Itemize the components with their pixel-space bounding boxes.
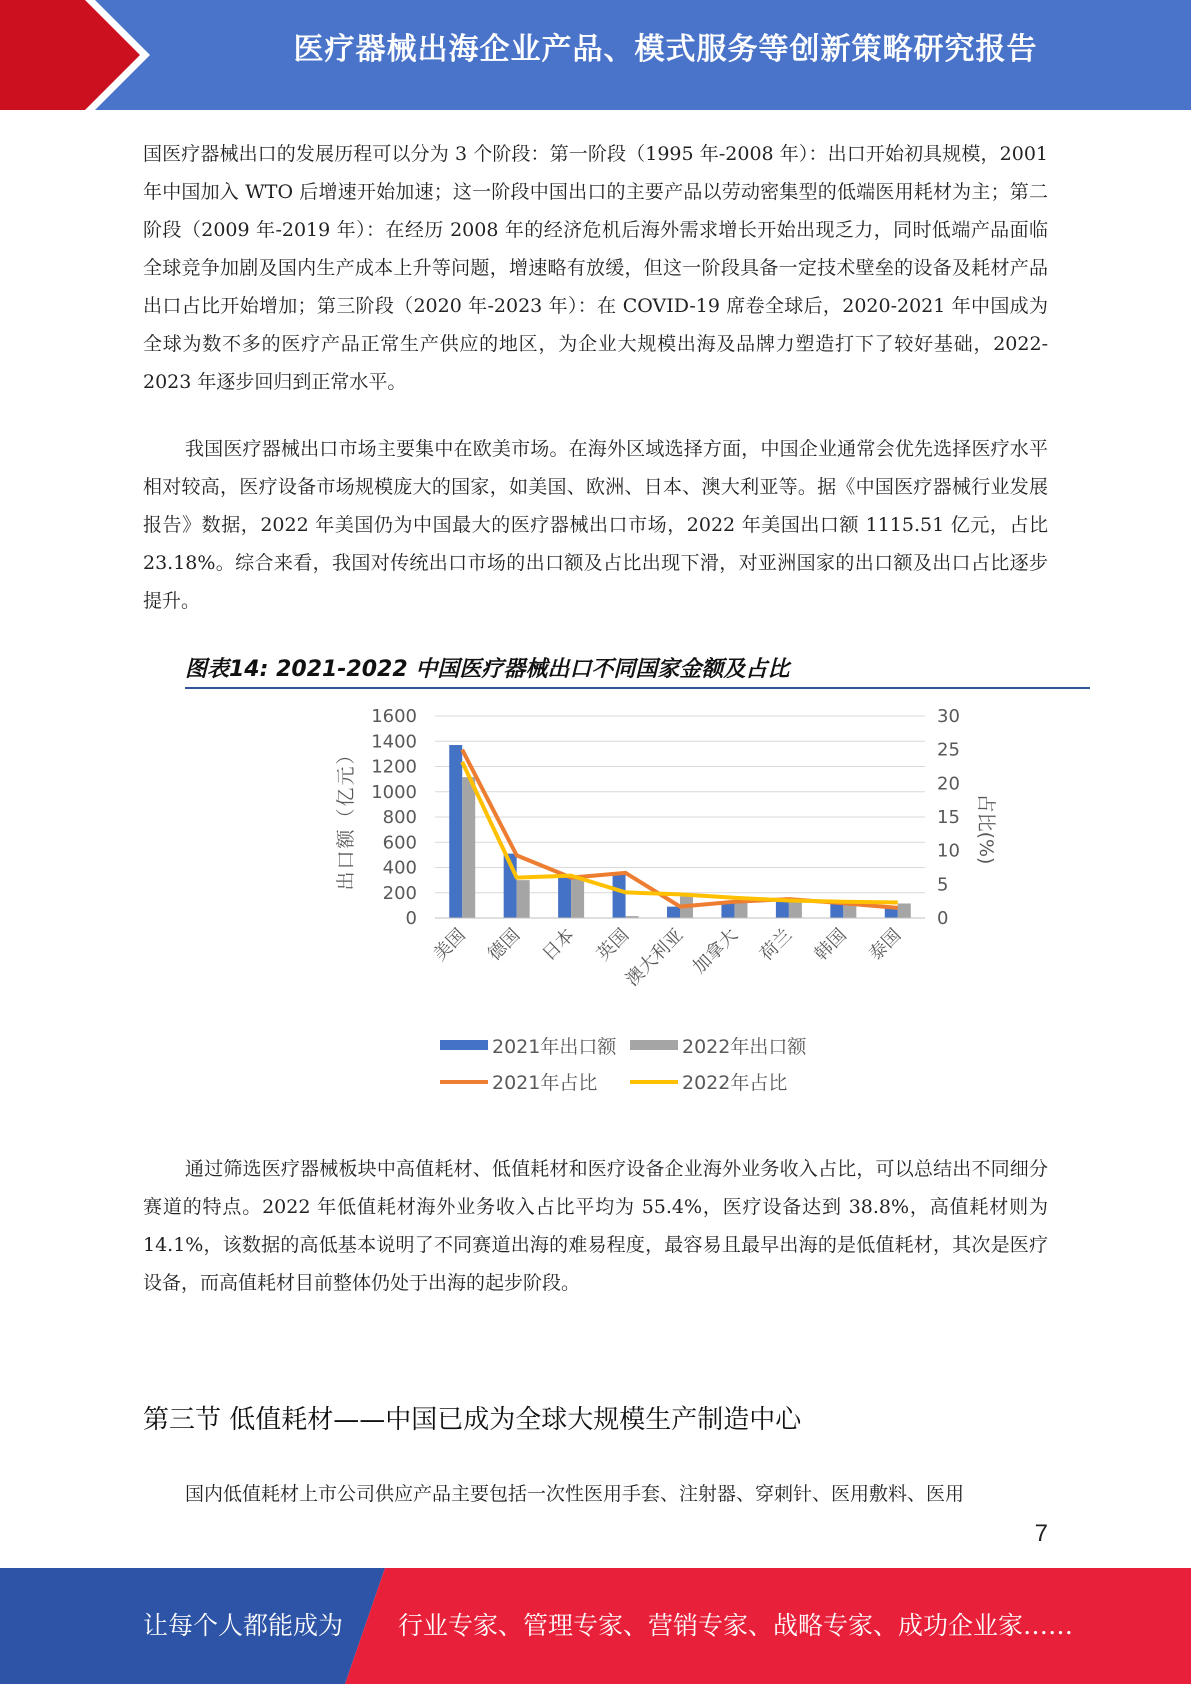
y2-axis-title: 占比(%) [975,793,997,865]
y-tick-label: 600 [382,832,417,854]
header-arrow-decoration [0,0,180,110]
report-title: 医疗器械出海企业产品、模式服务等创新策略研究报告 [293,32,1038,67]
y2-tick-label: 30 [937,706,960,727]
page-header [0,0,1191,110]
x-tick-label: 泰国 [865,924,906,965]
x-tick-label: 澳大利亚 [621,924,688,991]
export-chart [330,694,1030,1114]
bar-2021 [449,745,462,918]
bar-2021 [776,900,789,918]
paragraph-segments: 通过筛选医疗器械板块中高值耗材、低值耗材和医疗设备企业海外业务收入占比，可以总结出不同细分赛道的特点。2022 年低值耗材海外业务收入占比平均为 55.4%，医疗设备达到 38.8%，高值耗材则为 14.1%，该数据的高低基本说明了不同赛道出海的难易程度，最容易且最早出海的是低值耗材，其次是医疗设备，而高值耗材目前整体仍处于出海的起步阶段。 [143,1158,1048,1294]
y-tick-label: 1000 [371,781,417,803]
bar-2021 [613,873,626,918]
bar-2022 [571,879,584,918]
paragraph-history: 国医疗器械出口的发展历程可以分为 3 个阶段：第一阶段（1995 年-2008 年）：出口开始初具规模，2001 年中国加入 WTO 后增速开始加速；这一阶段中国出口的主要产品以劳动密集型的低端医用耗材为主；第二阶段（2009 年-2019 年）：在经历 2008 年的经济危机后海外需求增长开始出现乏力，同时低端产品面临全球竞争加剧及国内生产成本上升等问题，增速略有放缓，但这一阶段具备一定技术壁垒的设备及耗材产品出口占比开始增加；第三阶段（2020 年-2023 年）：在 COVID-19 席卷全球后，2020-2021 年中国成为全球为数不多的医疗产品正常生产供应的地区，为企业大规模出海及品牌力塑造打下了较好基础，2022-2023 年逐步回归到正常水平。 [143,143,1048,393]
x-tick-label: 日本 [538,924,579,965]
y-tick-label: 1600 [371,706,417,727]
y-tick-label: 200 [382,882,417,904]
legend-label: 2021年占比 [492,1072,598,1094]
x-tick-label: 德国 [483,924,525,965]
y2-tick-label: 0 [937,908,949,929]
y2-tick-label: 25 [937,739,960,761]
y-tick-label: 400 [382,857,417,879]
y2-tick-label: 10 [937,840,960,862]
legend-swatch [630,1040,678,1050]
page-number: 7 [1034,1520,1048,1547]
x-tick-label: 美国 [429,924,470,965]
y-tick-label: 0 [405,908,417,929]
paragraph-low-value: 国内低值耗材上市公司供应产品主要包括一次性医用手套、注射器、穿刺针、医用敷料、医用 [185,1483,965,1505]
y-axis-title: 出口额（亿元） [335,743,357,891]
legend-swatch [440,1040,488,1050]
x-tick-label: 加拿大 [688,924,742,978]
legend-label: 2022年出口额 [682,1036,807,1058]
footer-slogan-right: 行业专家、管理专家、营销专家、战略专家、成功企业家…… [398,1611,1074,1640]
paragraph-markets: 我国医疗器械出口市场主要集中在欧美市场。在海外区域选择方面，中国企业通常会优先选择医疗水平相对较高，医疗设备市场规模庞大的国家，如美国、欧洲、日本、澳大利亚等。据《中国医疗器械行业发展报告》数据，2022 年美国仍为中国最大的医疗器械出口市场，2022 年美国出口额 1115.51 亿元，占比 23.18%。综合来看，我国对传统出口市场的出口额及占比出现下滑，对亚洲国家的出口额及出口占比逐步提升。 [143,438,1048,612]
bar-2022 [789,901,802,918]
bar-2022 [898,903,911,918]
x-tick-label: 荷兰 [756,924,797,965]
legend-label: 2022年占比 [682,1072,788,1094]
y-tick-label: 1400 [371,731,417,753]
bar-2021 [830,903,843,918]
page-footer [0,1568,1191,1684]
y2-tick-label: 15 [937,807,960,828]
bar-2021 [558,878,571,918]
figure-title: 图表14: 2021-2022 中国医疗器械出口不同国家金额及占比 [185,653,1090,689]
section-title: 第三节 低值耗材——中国已成为全球大规模生产制造中心 [143,1405,802,1435]
legend-label: 2021年出口额 [492,1036,617,1058]
bar-2022 [462,777,475,918]
y-tick-label: 800 [382,807,417,828]
bar-2021 [667,907,680,918]
x-tick-label: 韩国 [810,924,851,965]
y-tick-label: 1200 [371,756,417,778]
y2-tick-label: 5 [937,874,949,896]
bar-2022 [517,880,530,918]
y2-tick-label: 20 [937,773,960,795]
footer-slogan-left: 让每个人都能成为 [143,1611,344,1640]
x-tick-label: 英国 [592,924,634,965]
